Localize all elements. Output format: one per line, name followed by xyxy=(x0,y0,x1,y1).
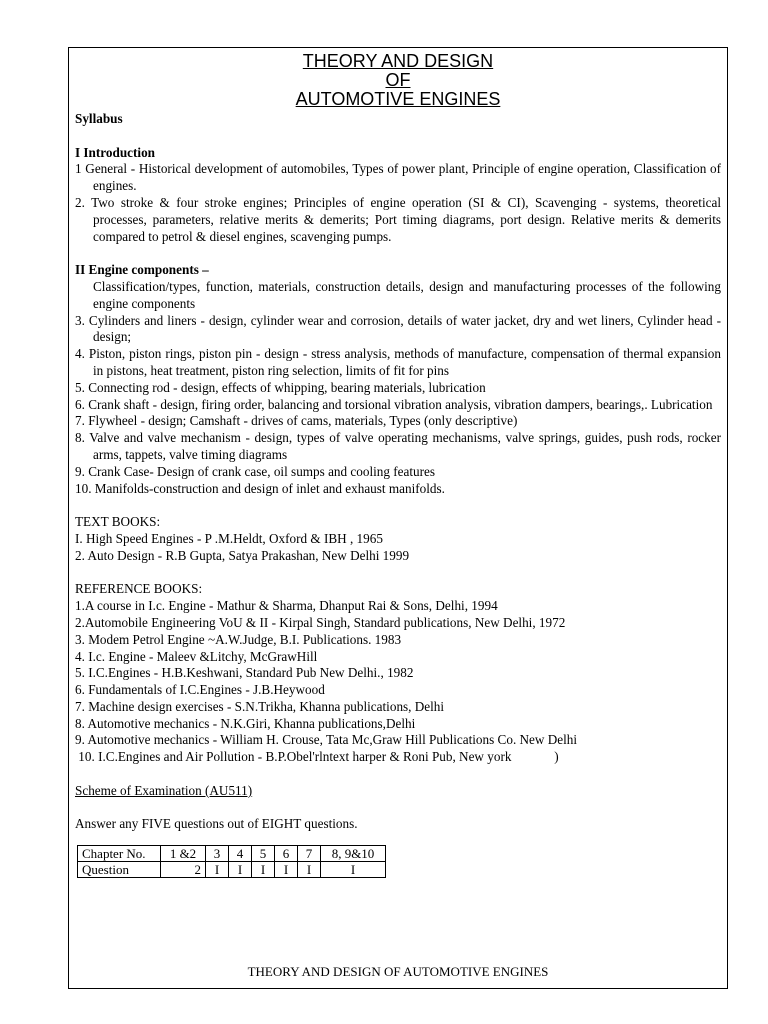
list-item: 10. Manifolds-construction and design of inlet and exhaust manifolds. xyxy=(75,480,445,496)
table-cell: 1 &2 xyxy=(161,846,206,862)
table-cell: 3 xyxy=(206,846,229,862)
table-cell: Chapter No. xyxy=(78,846,161,862)
table-cell: I xyxy=(206,862,229,878)
table-cell: 2 xyxy=(161,862,206,878)
page-footer: THEORY AND DESIGN OF AUTOMOTIVE ENGINES xyxy=(247,964,549,979)
table-cell: I xyxy=(229,862,252,878)
document-page xyxy=(68,47,728,989)
reference-books-heading: REFERENCE BOOKS: xyxy=(75,581,203,597)
text-books-heading: TEXT BOOKS: xyxy=(75,514,161,530)
table-cell: 7 xyxy=(298,846,321,862)
table-cell: I xyxy=(298,862,321,878)
table-cell: I xyxy=(275,862,298,878)
list-item: 7. Flywheel - design; Camshaft - drives of cams, materials, Types (only descriptive) xyxy=(75,413,518,429)
section-heading-engine-components: II Engine components – xyxy=(75,262,209,278)
table-row xyxy=(78,862,386,878)
list-item: 5. I.C.Engines - H.B.Keshwani, Standard Pub New Delhi., 1982 xyxy=(75,665,414,681)
table-cell: I xyxy=(321,862,386,878)
list-item: 8. Valve and valve mechanism - design, types of valve operating mechanisms, valve springs, guides, push rods, rocker arms, tappets, valve timing diagrams xyxy=(75,430,721,462)
list-item: 6. Crank shaft - design, firing order, balancing and torsional vibration analysis, vibration dampers, bearings,. Lubrication xyxy=(75,396,713,412)
table-cell: 4 xyxy=(229,846,252,862)
title-line-3: AUTOMOTIVE ENGINES xyxy=(295,89,501,109)
syllabus-content xyxy=(75,111,721,878)
list-item: 1 General - Historical development of automobiles, Types of power plant, Principle of engine operation, Classification of engines. xyxy=(75,161,721,194)
list-item: 10. I.C.Engines and Air Pollution - B.P.Obel'rlntext harper & Roni Pub, New york ) xyxy=(75,749,559,765)
document-title xyxy=(69,52,727,109)
list-item: 2. Auto Design - R.B Gupta, Satya Prakashan, New Delhi 1999 xyxy=(75,547,410,563)
table-cell: 6 xyxy=(275,846,298,862)
title-line-2: OF xyxy=(385,70,411,90)
list-item: 4. I.c. Engine - Maleev &Litchy, McGrawHill xyxy=(75,648,318,664)
list-item: 4. Piston, piston rings, piston pin - design - stress analysis, methods of manufacture, compensation of thermal expansion in pistons, heat treatment, piston ring selection, limits of fit for pins xyxy=(75,346,721,378)
scheme-instruction: Answer any FIVE questions out of EIGHT questions. xyxy=(75,816,358,832)
table-cell: Question xyxy=(78,862,161,878)
list-item: 7. Machine design exercises - S.N.Trikha, Khanna publications, Delhi xyxy=(75,698,445,714)
list-item: I. High Speed Engines - P .M.Heldt, Oxford & IBH , 1965 xyxy=(75,530,383,546)
table-cell: 8, 9&10 xyxy=(321,846,386,862)
section-intro-text: Classification/types, function, materials, construction details, design and manufacturing processes of the following engine components xyxy=(93,278,721,311)
exam-scheme-table xyxy=(77,845,386,878)
title-line-1: THEORY AND DESIGN xyxy=(302,51,494,71)
list-item: 5. Connecting rod - design, effects of whipping, bearing materials, lubrication xyxy=(75,379,486,395)
list-item: 2. Two stroke & four stroke engines; Principles of engine operation (SI & CI), Scavenging - systems, theoretical processes, parameters, relative merits & demerits; Port timing diagrams, port design. Relative merits & demerits compared to petrol & diesel engines, scavenging pumps. xyxy=(75,194,721,244)
list-item: 8. Automotive mechanics - N.K.Giri, Khanna publications,Delhi xyxy=(75,715,416,731)
table-cell: 5 xyxy=(252,846,275,862)
table-row xyxy=(78,846,386,862)
list-item: 6. Fundamentals of I.C.Engines - J.B.Heywood xyxy=(75,682,325,698)
list-item: 3. Modem Petrol Engine ~A.W.Judge, B.I. Publications. 1983 xyxy=(75,631,402,647)
list-item: 9. Automotive mechanics - William H. Crouse, Tata Mc,Graw Hill Publications Co. New Delhi xyxy=(75,732,578,748)
table-cell: I xyxy=(252,862,275,878)
list-item: 9. Crank Case- Design of crank case, oil sumps and cooling features xyxy=(75,463,435,479)
scheme-heading: Scheme of Examination (AU511) xyxy=(75,782,253,798)
list-item: 3. Cylinders and liners - design, cylinder wear and corrosion, details of water jacket, dry and wet liners, Cylinder head - design; xyxy=(75,312,721,345)
syllabus-label: Syllabus xyxy=(75,111,123,126)
list-item: 2.Automobile Engineering VoU & II - Kirpal Singh, Standard publications, New Delhi, 1972 xyxy=(75,614,566,630)
list-item: 1.A course in I.c. Engine - Mathur & Sharma, Dhanput Rai & Sons, Delhi, 1994 xyxy=(75,598,498,614)
section-heading-introduction: I Introduction xyxy=(75,144,156,160)
